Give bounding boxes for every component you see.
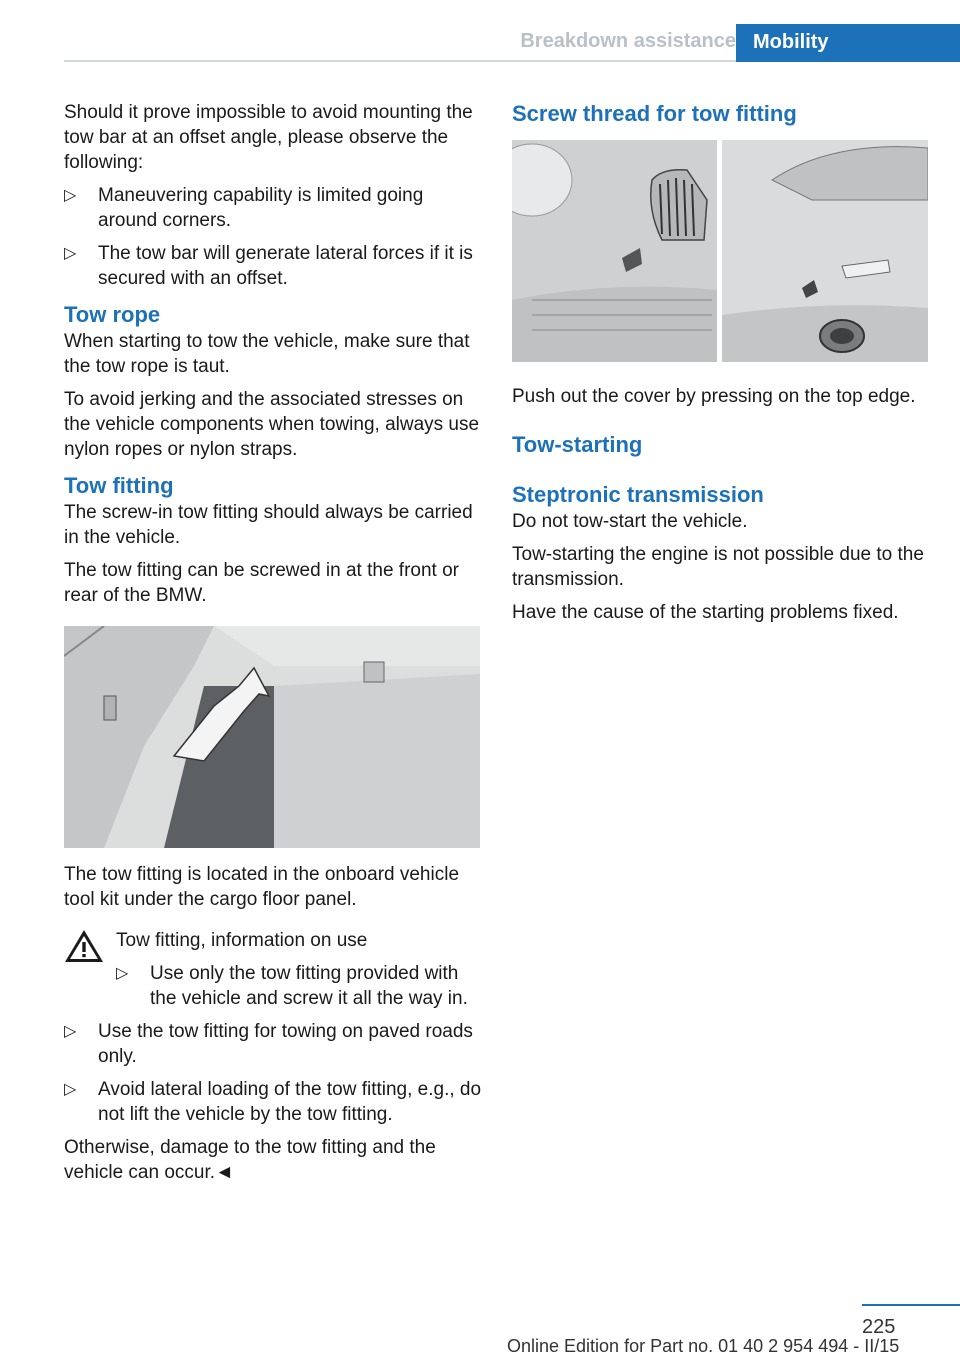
page-number: 225: [862, 1316, 896, 1338]
steptronic-paragraph: Have the cause of the starting problems fixed.: [512, 602, 899, 623]
closing-paragraph: Otherwise, damage to the tow fitting and the vehicle can occur.◄: [64, 1137, 436, 1183]
tow-fitting-paragraph: The screw-in tow fitting should always be carried in the vehicle.: [64, 502, 473, 548]
list-item-text: The tow bar will generate lateral forces if it is secured with an offset.: [98, 243, 473, 289]
list-item: [64, 1019, 482, 1069]
intro-paragraph: Should it prove impossible to avoid mounting the tow bar at an offset angle, please observe the following:: [64, 102, 473, 173]
list-item-text: Maneuvering capability is limited going around corners.: [98, 185, 424, 231]
header-chapter-tab: [736, 24, 960, 62]
triangle-right-icon: ▷: [116, 965, 129, 982]
offset-bullet-list: [64, 183, 482, 291]
steptronic-paragraph: Do not tow-start the vehicle.: [512, 511, 748, 532]
list-item: [116, 961, 482, 1011]
figure-caption: The tow fitting is located in the onboard vehicle tool kit under the cargo floor panel.: [64, 864, 460, 910]
warning-block: [64, 928, 482, 1011]
triangle-right-icon: ▷: [64, 1081, 77, 1098]
list-item: [64, 1077, 482, 1127]
warning-title: Tow fitting, information on use: [116, 930, 368, 951]
list-item-text: Use only the tow fitting provided with the vehicle and screw it all the way in.: [150, 963, 468, 1009]
triangle-right-icon: ▷: [64, 1023, 77, 1040]
tow-fitting-paragraph: The tow fitting can be screwed in at the front or rear of the BMW.: [64, 560, 459, 606]
steptronic-paragraph: Tow-starting the engine is not possible due to the transmission.: [512, 544, 924, 590]
warning-triangle-icon: [64, 928, 104, 964]
usage-bullet-list: [64, 1019, 482, 1127]
warning-bullet-list: [116, 961, 482, 1011]
edition-line: Online Edition for Part no. 01 40 2 954 494 - II/15: [507, 1336, 900, 1356]
triangle-right-icon: ▷: [64, 245, 77, 262]
tow-rope-paragraph: To avoid jerking and the associated stresses on the vehicle components when towing, always use nylon ropes or nylon straps.: [64, 389, 480, 460]
cargo-area-illustration: [64, 626, 480, 848]
right-column: [512, 100, 930, 633]
list-item-text: Use the tow fitting for towing on paved roads only.: [98, 1021, 473, 1067]
list-item: [64, 183, 482, 233]
screw-thread-heading: Screw thread for tow fitting: [512, 101, 797, 126]
triangle-right-icon: ▷: [64, 187, 77, 204]
tow-starting-heading: Tow-starting: [512, 432, 643, 457]
tow-rope-heading: Tow rope: [64, 302, 161, 327]
left-column: [64, 100, 482, 1193]
header-section-title: Breakdown assistance: [520, 30, 736, 52]
tow-rope-paragraph: When starting to tow the vehicle, make sure that the tow rope is taut.: [64, 331, 470, 377]
steptronic-heading: Steptronic transmission: [512, 482, 764, 507]
header-chapter-label: Mobility: [753, 31, 829, 53]
list-item-text: Avoid lateral loading of the tow fitting, e.g., do not lift the vehicle by the tow fitting.: [98, 1079, 482, 1125]
footer-rule: [862, 1304, 960, 1306]
bumper-covers-illustration: [512, 140, 928, 362]
tow-fitting-heading: Tow fitting: [64, 473, 174, 498]
screw-thread-paragraph: Push out the cover by pressing on the top edge.: [512, 386, 916, 407]
list-item: [64, 241, 482, 291]
